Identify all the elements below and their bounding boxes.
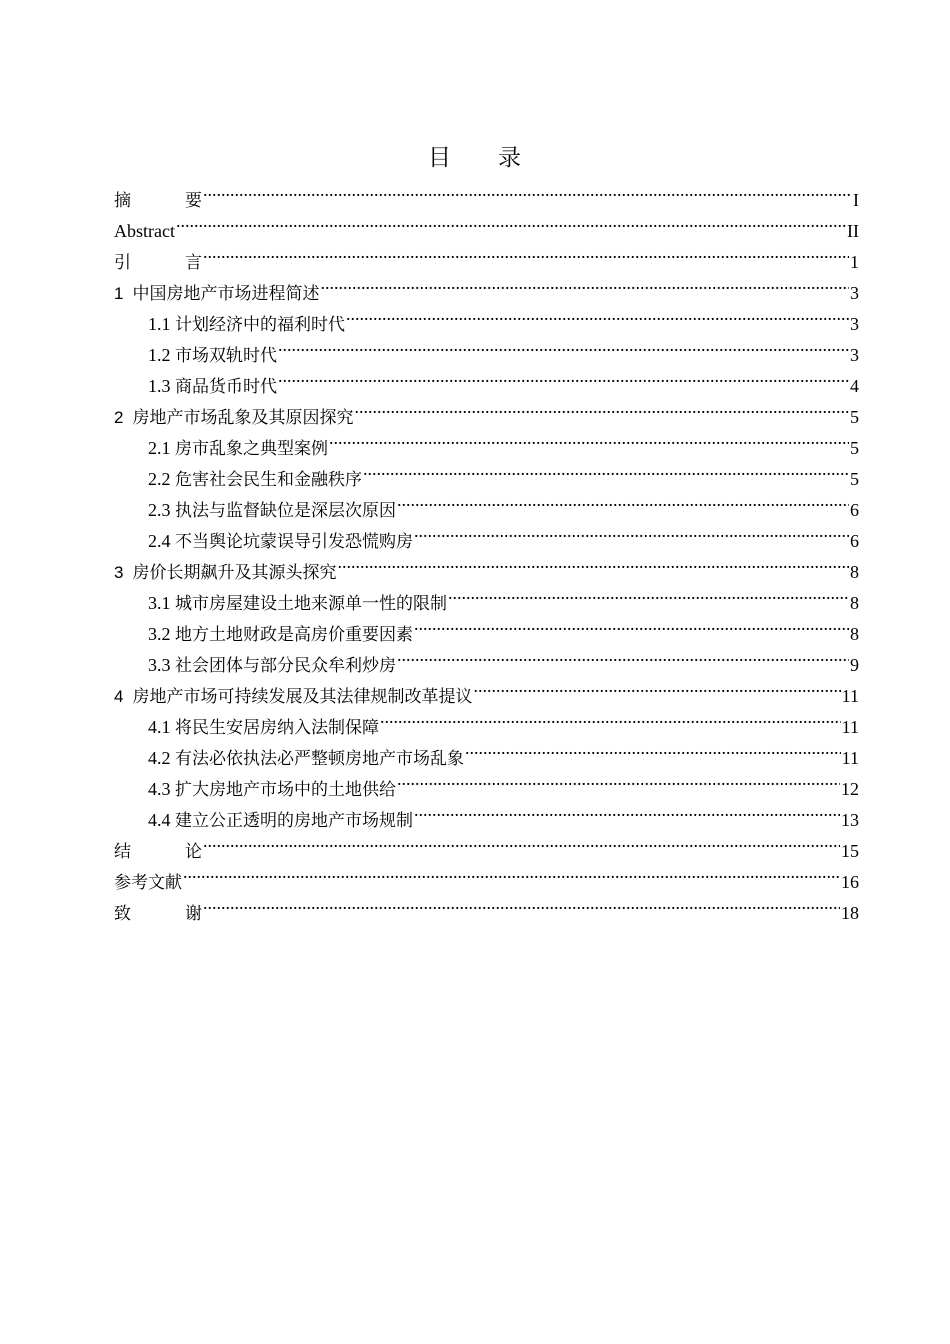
- toc-entry-label: [114, 557, 336, 589]
- page-title: [0, 140, 950, 176]
- toc-entry-text: 地方土地财政是高房价重要因素: [175, 625, 413, 645]
- toc-entry-text: 将民生安居房纳入法制保障: [175, 718, 379, 738]
- toc-page-number: 1: [850, 252, 859, 272]
- toc-leader-dots: [203, 175, 852, 206]
- toc-entry-label: [148, 619, 413, 651]
- toc-entry-text: 房地产市场乱象及其原因探究: [132, 408, 354, 428]
- toc-leader-dots: [397, 640, 849, 671]
- toc-entry-text: 中国房地产市场进程简述: [132, 284, 320, 304]
- toc-entry-text: 城市房屋建设土地来源单一性的限制: [175, 594, 447, 614]
- toc-page-number: 15: [841, 841, 859, 861]
- toc-entry-references[interactable]: [114, 857, 859, 893]
- toc-entry-char: 结: [114, 842, 131, 862]
- toc-page-number: 18: [841, 903, 859, 923]
- toc-leader-dots: [329, 423, 849, 454]
- toc-entry-char: 引: [114, 253, 131, 273]
- table-of-contents: [114, 175, 859, 924]
- toc-entry-text: 建立公正透明的房地产市场规制: [175, 811, 413, 831]
- title-char-1: 目: [428, 145, 452, 171]
- toc-entry-number: 2.2: [148, 469, 171, 489]
- toc-entry-number: 3: [114, 563, 124, 582]
- toc-leader-dots: [397, 764, 840, 795]
- toc-entry-text: 计划经济中的福利时代: [175, 315, 345, 335]
- toc-page-number: 11: [841, 686, 859, 706]
- toc-entry-number: 1: [114, 284, 124, 303]
- toc-entry-label: [148, 650, 396, 682]
- toc-leader-dots: [176, 206, 846, 237]
- toc-entry-char: 摘: [114, 191, 131, 211]
- toc-leader-dots: [448, 578, 849, 609]
- toc-entry-text: 扩大房地产市场中的土地供给: [175, 780, 396, 800]
- toc-entry-text: 执法与监督缺位是深层次原因: [175, 501, 396, 521]
- toc-entry-text: 商品货币时代: [175, 377, 277, 397]
- toc-entry-char: 致: [114, 904, 131, 924]
- toc-page-number: II: [847, 221, 859, 241]
- toc-page-number: 5: [850, 407, 859, 427]
- toc-page-number: 6: [850, 531, 859, 551]
- toc-leader-dots: [203, 888, 840, 919]
- toc-leader-dots: [337, 547, 849, 578]
- toc-page-number: 12: [841, 779, 859, 799]
- toc-entry-number: 2: [114, 408, 124, 427]
- toc-leader-dots: [363, 454, 849, 485]
- toc-page-number: 3: [850, 345, 859, 365]
- toc-entry-label: [148, 774, 396, 806]
- toc-entry-number: 4.3: [148, 779, 171, 799]
- toc-leader-dots: [320, 268, 849, 299]
- toc-page-number: 13: [841, 810, 859, 830]
- toc-entry-text: 房价长期飙升及其源头探究: [132, 563, 337, 583]
- toc-entry-label: [148, 340, 277, 372]
- toc-leader-dots: [278, 361, 849, 392]
- toc-page-number: 11: [841, 748, 859, 768]
- toc-leader-dots: [203, 826, 840, 857]
- toc-entry-number: 2.4: [148, 531, 171, 551]
- toc-leader-dots: [203, 237, 849, 268]
- toc-entry-char: 要: [185, 191, 202, 211]
- toc-page-number: 8: [850, 624, 859, 644]
- toc-entry-number: 2.3: [148, 500, 171, 520]
- toc-entry-number: 4.4: [148, 810, 171, 830]
- toc-entry-text: 房地产市场可持续发展及其法律规制改革提议: [132, 687, 473, 707]
- toc-entry-label: [114, 867, 182, 899]
- toc-entry-label: [148, 464, 362, 496]
- toc-entry-label: [148, 433, 328, 465]
- toc-page-number: 3: [850, 283, 859, 303]
- toc-entry-abstract-en[interactable]: [114, 206, 859, 241]
- toc-entry-number: 2.1: [148, 438, 171, 458]
- toc-leader-dots: [397, 485, 849, 516]
- toc-entry-text: 房市乱象之典型案例: [175, 439, 328, 459]
- toc-entry-chapter-1[interactable]: [114, 268, 859, 304]
- toc-leader-dots: [278, 330, 849, 361]
- toc-entry-text: 不当舆论坑蒙误导引发恐慌购房: [175, 532, 413, 552]
- toc-leader-dots: [465, 733, 841, 764]
- toc-entry-number: 4: [114, 687, 124, 706]
- toc-leader-dots: [346, 299, 849, 330]
- toc-entry-conclusion[interactable]: [114, 826, 859, 862]
- toc-entry-acknowledgements[interactable]: [114, 888, 859, 924]
- toc-leader-dots: [414, 516, 849, 547]
- title-char-2: 录: [498, 145, 522, 171]
- toc-entry-number: 1.1: [148, 314, 171, 334]
- toc-entry-number: 1.2: [148, 345, 171, 365]
- toc-entry-number: 3.2: [148, 624, 171, 644]
- toc-entry-label: [114, 402, 353, 434]
- toc-leader-dots: [380, 702, 841, 733]
- toc-page-number: 11: [841, 717, 859, 737]
- toc-page-number: 4: [850, 376, 859, 396]
- toc-leader-dots: [473, 671, 840, 702]
- toc-entry-label: Abstract: [114, 221, 175, 241]
- toc-entry-introduction[interactable]: [114, 237, 859, 273]
- toc-entry-char: 论: [185, 842, 202, 862]
- toc-entry-label: [148, 588, 447, 620]
- toc-leader-dots: [354, 392, 849, 423]
- toc-entry-label: [114, 898, 202, 930]
- toc-entry-number: 3.1: [148, 593, 171, 613]
- toc-page-number: 8: [850, 562, 859, 582]
- toc-entry-text: 市场双轨时代: [175, 346, 277, 366]
- toc-page-number: 5: [850, 469, 859, 489]
- toc-entry-number: 4.1: [148, 717, 171, 737]
- toc-entry-label: [148, 495, 396, 527]
- toc-leader-dots: [414, 609, 849, 640]
- toc-entry-label: [114, 278, 319, 310]
- toc-page-number: 8: [850, 593, 859, 613]
- toc-entry-number: 3.3: [148, 655, 171, 675]
- toc-entry-char: 言: [185, 253, 202, 273]
- toc-page-number: 5: [850, 438, 859, 458]
- toc-entry-label: [148, 712, 379, 744]
- toc-entry-char: 谢: [185, 904, 202, 924]
- toc-page-number: 6: [850, 500, 859, 520]
- toc-page-number: 9: [850, 655, 859, 675]
- toc-entry-abstract-cn[interactable]: [114, 175, 859, 211]
- toc-entry-number: 4.2: [148, 748, 171, 768]
- toc-page-number: 3: [850, 314, 859, 334]
- toc-entry-label: [114, 247, 202, 279]
- toc-leader-dots: [183, 857, 840, 888]
- toc-entry-text: 危害社会民生和金融秩序: [175, 470, 362, 490]
- toc-entry-text: 参考文献: [114, 873, 182, 893]
- toc-entry-number: 1.3: [148, 376, 171, 396]
- toc-entry-text: 有法必依执法必严整顿房地产市场乱象: [175, 749, 464, 769]
- toc-entry-label: [148, 371, 277, 403]
- toc-page-number: I: [853, 190, 859, 210]
- toc-page-number: 16: [841, 872, 859, 892]
- toc-entry-text: 社会团体与部分民众牟利炒房: [175, 656, 396, 676]
- toc-leader-dots: [414, 795, 840, 826]
